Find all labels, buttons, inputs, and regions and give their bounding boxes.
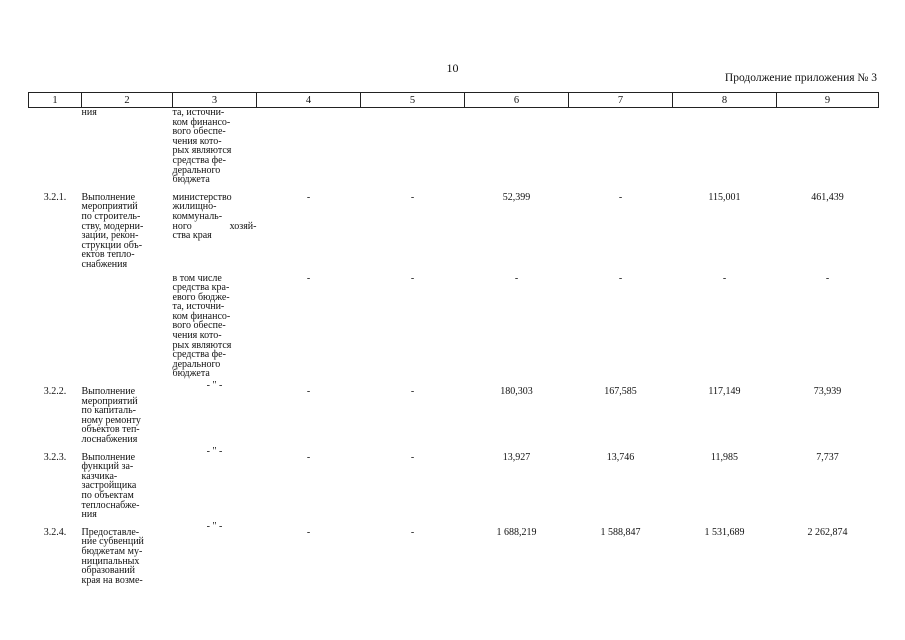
amount-cell: -: [306, 272, 311, 284]
header-row: [29, 93, 879, 108]
text-line: образований: [81, 565, 136, 577]
column-header: 3: [173, 93, 257, 108]
text-line: объектов теп-: [81, 424, 140, 436]
item-number: 3.2.3.: [43, 451, 67, 463]
text-line: дерального: [172, 164, 221, 176]
funding-source: [173, 185, 257, 270]
text-line: бюджетам му-: [81, 545, 143, 557]
measure-name: [82, 108, 173, 185]
text-line: зации, рекон-: [81, 230, 139, 242]
amount-cell: [361, 108, 465, 185]
amount-cell: 117,149: [708, 386, 741, 398]
amount-cell: 1 588,847: [600, 526, 641, 538]
text-line: теплоснабже-: [81, 499, 140, 511]
funding-source: - " -: [206, 520, 223, 532]
measure-name: [82, 520, 173, 586]
table-row: [29, 520, 879, 586]
text-line: ству, модерни-: [81, 220, 144, 232]
column-header: 8: [673, 93, 777, 108]
column-header: 1: [29, 93, 82, 108]
amount-cell: [777, 108, 879, 185]
continuation-label: Продолжение приложения № 3: [724, 72, 877, 84]
text-line: та, источни-: [172, 107, 225, 118]
amount-cell: 52,399: [502, 191, 531, 203]
text-line: ниципальных: [81, 555, 140, 567]
amount-cell: 1 531,689: [704, 526, 745, 538]
text-line: чения кото-: [172, 330, 222, 342]
amount-cell: 11,985: [710, 451, 739, 463]
item-number: [29, 270, 82, 380]
text-line: по объектам: [81, 489, 134, 501]
text-line: ному ремонту: [81, 414, 141, 426]
column-header: 5: [361, 93, 465, 108]
amount-cell: -: [306, 386, 311, 398]
text-line: та, источни-: [172, 301, 225, 313]
amount-cell: -: [410, 526, 415, 538]
measure-name: [82, 445, 173, 520]
amount-cell: -: [825, 272, 830, 284]
funding-source: [173, 108, 257, 185]
measure-name: [82, 379, 173, 445]
text-line: ние субвенций: [81, 536, 144, 548]
amount-cell: 13,927: [502, 451, 531, 463]
page-number: 10: [446, 61, 459, 75]
text-line: казчика-: [81, 470, 118, 482]
text-line: рых являются: [172, 339, 232, 351]
text-line: ком финансо-: [172, 116, 231, 128]
amount-cell: -: [306, 191, 311, 203]
amount-cell: -: [410, 451, 415, 463]
column-header: 6: [465, 93, 569, 108]
amount-cell: 167,585: [604, 386, 637, 398]
amount-cell: 180,303: [500, 386, 533, 398]
text-line: жилищно-: [172, 201, 217, 213]
column-header: 9: [777, 93, 879, 108]
amount-cell: -: [722, 272, 727, 284]
text-line: средства фе-: [172, 349, 226, 361]
amount-cell: [673, 108, 777, 185]
text-line: бюджета: [172, 174, 210, 186]
funding-source: - " -: [206, 380, 223, 392]
text-line: министерство: [172, 191, 232, 203]
text-line: мероприятий: [81, 201, 138, 213]
amount-cell: 73,939: [813, 386, 842, 398]
amount-cell: 115,001: [708, 191, 741, 203]
text-line: ния: [81, 107, 97, 118]
text-line: края на возме-: [81, 574, 143, 586]
text-line: Предоставле-: [81, 526, 140, 538]
text-line: ния: [81, 509, 97, 521]
text-line: функций за-: [81, 461, 134, 473]
amount-cell: -: [618, 272, 623, 284]
text-line: мероприятий: [81, 395, 138, 407]
column-header: 2: [82, 93, 173, 108]
table-row: [29, 379, 879, 445]
amount-cell: 2 262,874: [807, 526, 848, 538]
item-number: 3.2.1.: [43, 191, 67, 203]
appendix-table: [28, 92, 879, 585]
column-header: 7: [569, 93, 673, 108]
text-fragment: хозяй-: [229, 220, 257, 232]
amount-cell: 461,439: [811, 191, 844, 203]
amount-cell: [569, 108, 673, 185]
text-line: Выполнение: [81, 386, 136, 398]
item-number: 3.2.4.: [43, 526, 67, 538]
amount-cell: -: [306, 451, 311, 463]
amount-cell: -: [514, 272, 519, 284]
funding-source: [173, 270, 257, 380]
text-line: вого обеспе-: [172, 320, 226, 332]
amount-cell: -: [410, 272, 415, 284]
amount-cell: 7,737: [816, 451, 839, 463]
item-number: [29, 108, 82, 185]
item-number: 3.2.2.: [43, 386, 67, 398]
text-line: снабжения: [81, 258, 128, 270]
amount-cell: -: [618, 191, 623, 203]
text-line: ства края: [172, 230, 212, 242]
amount-cell: [257, 108, 361, 185]
measure-name: [82, 185, 173, 270]
text-line: вого обеспе-: [172, 126, 226, 138]
text-line: по капиталь-: [81, 405, 136, 417]
text-line: средства фе-: [172, 154, 226, 166]
text-line: бюджета: [172, 368, 210, 380]
text-line: евого бюдже-: [172, 291, 230, 303]
text-line: струкции объ-: [81, 239, 143, 251]
amount-cell: [465, 108, 569, 185]
text-line: ектов тепло-: [81, 249, 135, 261]
text-line: по строитель-: [81, 210, 141, 222]
amount-cell: 1 688,219: [496, 526, 537, 538]
column-header: 4: [257, 93, 361, 108]
amount-cell: -: [410, 386, 415, 398]
text-line: застройщика: [81, 480, 137, 492]
text-line: в том числе: [172, 272, 222, 284]
funding-source: - " -: [206, 445, 223, 457]
table-row: [29, 108, 879, 185]
amount-cell: -: [410, 191, 415, 203]
amount-cell: 13,746: [606, 451, 635, 463]
table-row: [29, 445, 879, 520]
text-line: лоснабжения: [81, 434, 138, 445]
amount-cell: -: [306, 526, 311, 538]
text-line: ком финансо-: [172, 310, 231, 322]
measure-name: [82, 270, 173, 380]
text-line: средства кра-: [172, 282, 230, 294]
text-line: рых являются: [172, 145, 232, 157]
table-row: [29, 185, 879, 270]
text-line: Выполнение: [81, 451, 136, 463]
table-row: [29, 270, 879, 380]
text-line: коммуналь-: [172, 210, 223, 222]
text-fragment: ного: [172, 220, 192, 232]
text-line: дерального: [172, 358, 221, 370]
text-line: Выполнение: [81, 191, 136, 203]
text-line: чения кото-: [172, 135, 222, 147]
